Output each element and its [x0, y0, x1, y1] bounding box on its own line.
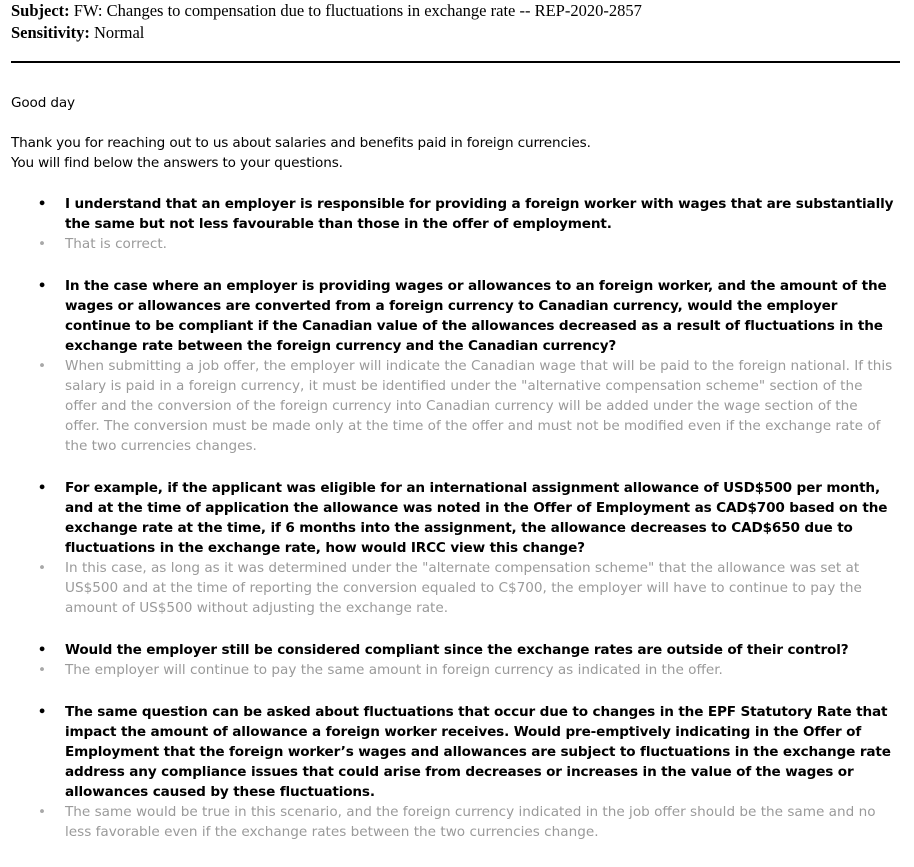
bullet-icon: • [37, 236, 47, 252]
bullet-icon: • [37, 480, 47, 496]
intro-paragraph [11, 133, 896, 173]
question-item [11, 640, 896, 660]
question-text: For example, if the applicant was eligible for an international assignment allowance of USD$500 per month, and at the time of application the allowance was noted in the Offer of Employment as CAD$700 based on the exchange rate at the time, if 6 months into the assignment, the allowance decreases to CAD$650 due to fluctuations in the exchange rate, how would IRCC view this change? [65, 480, 888, 556]
answer-item [11, 802, 896, 842]
bullet-icon: • [37, 704, 47, 720]
greeting: Good day [11, 95, 75, 111]
email-header [11, 0, 901, 44]
question-text: Would the employer still be considered compliant since the exchange rates are outside of their control? [65, 642, 849, 658]
answer-item [11, 660, 896, 680]
qa-block [11, 194, 896, 254]
question-text: In the case where an employer is providing wages or allowances to an foreign worker, and the amount of the wages or allowances are converted from a foreign currency to Canadian currency, would the employer continue to be compliant if the Canadian value of the allowances decreased as a result of fluctuations in the exchange rate between the foreign currency and the Canadian currency? [65, 278, 887, 354]
answer-text: When submitting a job offer, the employer will indicate the Canadian wage that will be paid to the foreign national. If this salary is paid in a foreign currency, it must be identified under the "alternative compensation scheme" section of the offer and the conversion of the foreign currency into Canadian currency will be added under the wage section of the offer. The conversion must be made only at the time of the offer and must not be modified even if the exchange rate of the two currencies changes. [65, 358, 893, 454]
subject-line [11, 0, 901, 22]
subject-text: FW: Changes to compensation due to fluctuations in exchange rate -- REP-2020-2857 [73, 1, 642, 20]
bullet-icon: • [37, 560, 47, 576]
header-divider [11, 61, 900, 63]
qa-list [11, 194, 896, 842]
subject-label: Subject: [11, 1, 70, 20]
question-item [11, 276, 896, 356]
answer-item [11, 558, 896, 618]
question-item [11, 702, 896, 802]
answer-item [11, 234, 896, 254]
qa-block [11, 276, 896, 456]
answer-text: In this case, as long as it was determined under the "alternate compensation scheme" that the allowance was set at US$500 and at the time of reporting the conversion equaled to C$700, the employer will have to continue to pay the amount of US$500 without adjusting the exchange rate. [65, 560, 862, 616]
question-item [11, 194, 896, 234]
qa-block [11, 640, 896, 680]
qa-block [11, 478, 896, 618]
answer-text: The same would be true in this scenario, and the foreign currency indicated in the job offer should be the same and no less favorable even if the exchange rates between the two currencies change. [65, 804, 876, 840]
intro-line: You will find below the answers to your questions. [11, 155, 343, 171]
bullet-icon: • [37, 278, 47, 294]
sensitivity-label: Sensitivity: [11, 23, 90, 42]
bullet-icon: • [37, 358, 47, 374]
intro-line: Thank you for reaching out to us about salaries and benefits paid in foreign currencies. [11, 135, 591, 151]
question-text: I understand that an employer is responsible for providing a foreign worker with wages that are substantially the same but not less favourable than those in the offer of employment. [65, 196, 894, 232]
email-body [11, 93, 896, 842]
qa-block [11, 702, 896, 842]
answer-text: That is correct. [65, 236, 167, 252]
answer-text: The employer will continue to pay the same amount in foreign currency as indicated in the offer. [65, 662, 723, 678]
sensitivity-line [11, 22, 901, 44]
sensitivity-value: Normal [93, 23, 145, 42]
answer-item [11, 356, 896, 456]
question-item [11, 478, 896, 558]
question-text: The same question can be asked about fluctuations that occur due to changes in the EPF Statutory Rate that impact the amount of allowance a foreign worker receives. Would pre-emptively indicating in the Offer of Employment that the foreign worker’s wages and allowances are subject to fluctuations in the exchange rate address any compliance issues that could arise from decreases or increases in the value of the wages or allowances caused by these fluctuations. [65, 704, 891, 800]
bullet-icon: • [37, 804, 47, 820]
bullet-icon: • [37, 642, 47, 658]
bullet-icon: • [37, 196, 47, 212]
bullet-icon: • [37, 662, 47, 678]
